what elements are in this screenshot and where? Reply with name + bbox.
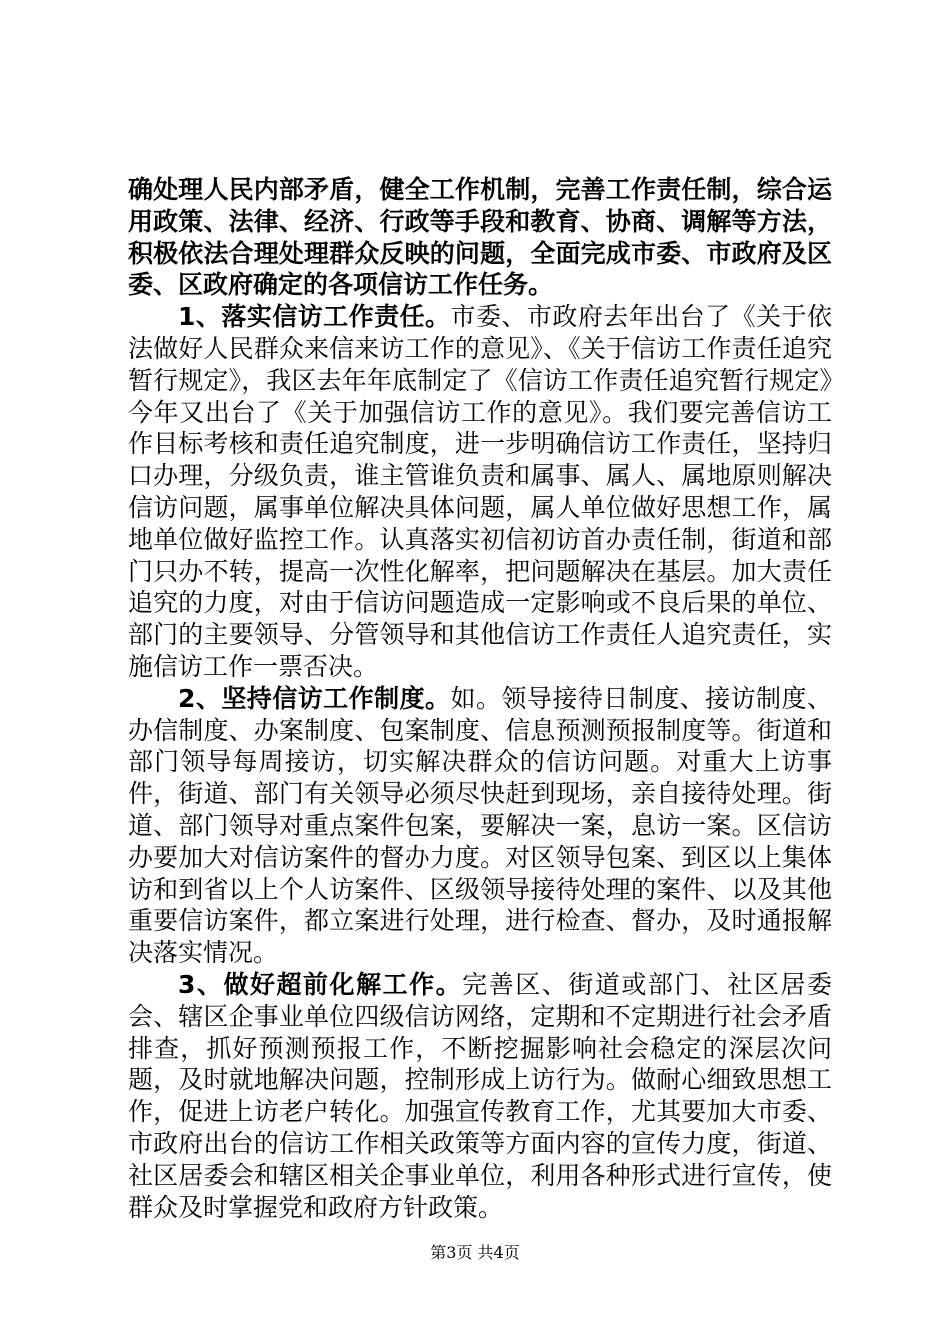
section-heading-1: 1、落实信访工作责任。	[178, 302, 451, 332]
section-body-2: 如。领导接待日制度、接访制度、办信制度、办案制度、包案制度、信息预测预报制度等。街道和部门领导每周接访，切实解决群众的信访问题。对重大上访事件，街道、部门有关领导必须尽快赶到现场，亲自接待处理。街道、部门领导对重点案件包案，要解决一案，息访一案。区信访办要加大对信访案件的督办力度。对区领导包案、到区以上集体访和到省以上个人访案件、区级领导接待处理的案件、以及其他重要信访案件，都立案进行处理，进行检查、督办，及时通报解决落实情况。	[128, 683, 832, 968]
section-heading-3: 3、做好超前化解工作。	[178, 969, 463, 999]
section-paragraph-1	[128, 301, 832, 683]
section-body-3: 完善区、街道或部门、社区居委会、辖区企事业单位四级信访网络，定期和不定期进行社会矛盾排查，抓好预测预报工作，不断挖掘影响社会稳定的深层次问题，及时就地解决问题，控制形成上访行为。做耐心细致思想工作，促进上访老户转化。加强宣传教育工作，尤其要加大市委、市政府出台的信访工作相关政策等方面内容的宣传力度，街道、社区居委会和辖区相关企事业单位，利用各种形式进行宣传，使群众及时掌握党和政府方针政策。	[128, 969, 832, 1222]
section-paragraph-3	[128, 969, 832, 1223]
section-paragraph-2	[128, 683, 832, 969]
document-body	[128, 174, 832, 1223]
page-number-footer: 第3页 共4页	[430, 1243, 520, 1262]
section-heading-2: 2、坚持信访工作制度。	[178, 683, 451, 713]
section-body-1: 市委、市政府去年出台了《关于依法做好人民群众来信来访工作的意见》、《关于信访工作责任追究暂行规定》，我区去年年底制定了《信访工作责任追究暂行规定》今年又出台了《关于加强信访工作的意见》。我们要完善信访工作目标考核和责任追究制度，进一步明确信访工作责任，坚持归口办理，分级负责，谁主管谁负责和属事、属人、属地原则解决信访问题，属事单位解决具体问题，属人单位做好思想工作，属地单位做好监控工作。认真落实初信初访首办责任制，街道和部门只办不转，提高一次性化解率，把问题解决在基层。加大责任追究的力度，对由于信访问题造成一定影响或不良后果的单位、部门的主要领导、分管领导和其他信访工作责任人追究责任，实施信访工作一票否决。	[128, 302, 832, 681]
intro-paragraph: 确处理人民内部矛盾，健全工作机制，完善工作责任制，综合运用政策、法律、经济、行政等手段和教育、协商、调解等方法，积极依法合理处理群众反映的问题，全面完成市委、市政府及区委、区政府确定的各项信访工作任务。	[128, 175, 832, 300]
